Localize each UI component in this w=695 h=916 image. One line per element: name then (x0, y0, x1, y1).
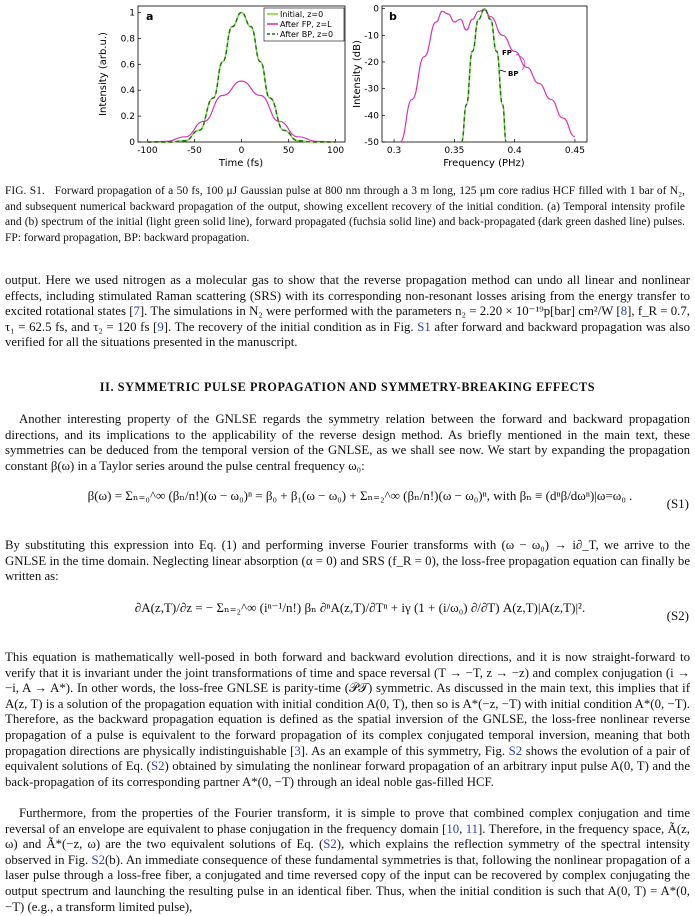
panel-b-frame (382, 6, 587, 142)
panel-b-letter: b (389, 10, 397, 23)
y-tick-label: -50 (364, 138, 379, 148)
y-tick-label: -10 (364, 31, 379, 42)
x-tick-label: 0.4 (507, 146, 522, 156)
section-heading: II. SYMMETRIC PULSE PROPAGATION AND SYMMETRY-BREAKING EFFECTS (99, 380, 596, 394)
paragraph-2 (5, 412, 690, 474)
y-tick-label: 0.2 (120, 112, 135, 123)
para1-text-4: ]. The recovery of the initial condition as in Fig. (163, 319, 418, 334)
legend-bp: After BP, z=0 (280, 30, 334, 39)
annotation-fp: FP (502, 49, 512, 57)
caption-label: FIG. S1. (5, 185, 45, 197)
paragraph-3 (5, 538, 690, 585)
para5-text-4: ), which explains the reflection symmetry of the spectral intensity observed in Fig. (5, 837, 690, 867)
ref-link[interactable]: 9 (157, 319, 164, 334)
legend-initial: Initial, z=0 (280, 10, 324, 19)
para4-text-3: shows the evolution of a pair of equivalent solutions of Eq. ( (5, 743, 690, 774)
panel-a-letter: a (146, 10, 154, 23)
para5-text-1: Furthermore, from the properties of the Fourier transform, it is simple to prove that combined complex conjugation and time reversal of an envelope are equivalent to phase conjugation in the frequency domain [ (5, 806, 690, 836)
para1-text-3: ], f_R = 0.7, τ₁ = 62.5 fs, and τ₂ = 120 fs [ (5, 304, 690, 334)
ref-link[interactable]: 3 (294, 743, 301, 758)
annotation-bp: BP (508, 70, 519, 78)
ref-link[interactable]: 8 (620, 304, 628, 319)
para4-text-2: ]. As an example of this symmetry, Fig. (300, 743, 509, 758)
fig-link[interactable]: S2 (91, 852, 106, 867)
legend-fp: After FP, z=L (280, 20, 332, 29)
panel-a (98, 6, 345, 169)
x-tick-label: 0.3 (386, 146, 402, 156)
para5-text-3: ]. Therefore, in the frequency space, Ã(z, ω) and Ã*(−z, ω) are the two equivalent solutions of Eq. ( (5, 821, 690, 852)
caption-text: Forward propagation of a 50 fs, 100 μJ Gaussian pulse at 800 nm through a 3 m long, 125 μm core radius HCF filled with 1 bar of N₂, and subsequent numerical backward propagation of the output, showing excellent recovery of the initial condition. (a) Temporal intensity profile and (b) spectrum of the initial (light green solid line), forward propagated (fuchsia solid line) and back-propagated (dark green dashed line) pulses. FP: forward propagation, BP: backward propagation. (5, 185, 685, 244)
y-tick-label: -20 (364, 58, 379, 68)
y-tick-label: 0 (373, 4, 379, 15)
y-tick-label: 0.8 (120, 34, 135, 45)
panel-a-ylabel: Intensity (arb.u.) (98, 32, 109, 116)
para4-text-4: ) obtained by simulating the nonlinear forward propagation of an arbitrary input pulse A(0, T) and the back-propagation of its corresponding partner A*(0, −T) through an ideal noble gas-filled HCF. (5, 759, 691, 789)
para5-text-2: , (459, 821, 466, 836)
para2-text: Another interesting property of the GNLSE regards the symmetry relation between the forward and backward propagation directions, and its implications to the applicability of the reverse design method. As briefly mentioned in the main text, these symmetries can be deduced from the temporal version of the GNLSE, as we shall see now. We start by expanding the propagation constant β(ω) in a Taylor series around the pulse central frequency ω₀: (5, 412, 690, 473)
para3-text: By substituting this expression into Eq. (1) and performing inverse Fourier transforms with (ω − ω₀) → i∂_T, we arrive to the GNLSE in the time domain. Neglecting linear absorption (α = 0) and SRS (f_R = 0), the loss-free propagation equation can finally be written as: (5, 538, 690, 584)
para5-text-5: (b). An immediate consequence of these fundamental symmetries is that, following the nonlinear propagation of a laser pulse through a loss-free fiber, a conjugated and time reversed copy of the input can be recovered by complex conjugating the output spectrum and launching the resulting pulse in an identical fiber. Thus, when the initial condition is such that A(0, T) = A*(0, −T) (e.g., a transform limited pulse), (5, 852, 690, 914)
panel-a-xlabel: Time (fs) (218, 158, 264, 169)
x-tick-label: 0.45 (564, 146, 585, 156)
x-tick-label: -100 (137, 146, 158, 156)
paragraph-5 (5, 806, 690, 915)
panel-b-ylabel: Intensity (dB) (352, 40, 363, 108)
fig-link[interactable]: S1 (417, 319, 431, 334)
panel-b (352, 5, 587, 169)
equation-s2 (0, 600, 695, 634)
para1-text-5: after forward and backward propagation was also verified for all the situations presented in the manuscript. (5, 319, 690, 350)
para4-text-1: This equation is mathematically well-posed in both forward and backward evolution directions, and it is now straight-forward to verify that it is invariant under the joint transformations of time and space reversal (T → −T, z → −z) and complex conjugation (i → −i, A → A*). In other words, the loss-free GNLSE is parity-time (𝒫𝒯) symmetric. As discussed in the main text, this implies that if A(z, T) is a solution of the propagation equation with initial condition A(0, T), then so is A*(−z, −T) with initial condition A*(0, −T). Therefore, as the backward propagation equation is defined as the spatial inversion of the GNLSE, the loss-free nonlinear reverse propagation of a pulse is equivalent to the forward propagation of its complex conjugated temporal inversion, meaning that both propagation directions are physically indistinguishable [ (5, 650, 690, 758)
y-tick-label: -30 (364, 84, 379, 95)
x-tick-label: 100 (326, 146, 345, 156)
fig-link[interactable]: S2 (508, 743, 523, 758)
ref-link[interactable]: 10 (446, 821, 460, 836)
y-tick-label: 1 (129, 8, 135, 19)
x-tick-label: 0 (238, 146, 245, 156)
ref-link[interactable]: 7 (133, 304, 140, 319)
paragraph-4 (5, 650, 690, 790)
equation-s2-body: ∂A(z,T)/∂z = − Σₙ₌₂^∞ (iⁿ⁻¹/n!) βₙ ∂ⁿA(z,T)/∂Tⁿ + iγ (1 + (i/ω₀) ∂/∂T) A(z,T)|A(z,T)|². (134, 600, 586, 615)
y-tick-label: 0 (129, 138, 135, 148)
equation-s1-body: β(ω) = Σₙ₌₀^∞ (βₙ/n!)(ω − ω₀)ⁿ = β₀ + β₁(ω − ω₀) + Σₙ₌₂^∞ (βₙ/n!)(ω − ω₀)ⁿ, with βₙ ≡ (dⁿβ/dωⁿ)|ω=ω₀ . (87, 488, 633, 503)
equation-s1 (0, 488, 695, 522)
figure-caption (5, 184, 685, 246)
equation-s2-number: (S2) (666, 608, 689, 623)
y-tick-label: 0.6 (120, 60, 135, 71)
eq-link[interactable]: S2 (323, 837, 337, 852)
equation-s1-number: (S1) (666, 496, 689, 511)
para1-text-2: ]. The simulations in N₂ were performed with the parameters n₂ = 2.20 × 10⁻¹⁹p[bar] cm²/W [ (139, 304, 621, 319)
y-tick-label: 0.4 (120, 86, 135, 97)
para1-text-1: output. Here we used nitrogen as a molecular gas to show that the reverse propagation method can undo all linear and nonlinear effects, including stimulated Raman scattering (SRS) with its corresponding non-resonant losses arising from the energy transfer to excited rotational states [ (5, 273, 690, 319)
x-tick-label: 0.35 (444, 146, 465, 156)
x-tick-label: 50 (282, 146, 295, 156)
eq-link[interactable]: S2 (150, 759, 165, 774)
legend (264, 8, 344, 41)
x-tick-label: -50 (187, 146, 202, 156)
paragraph-1 (5, 273, 690, 351)
y-tick-label: -40 (364, 111, 379, 122)
figure-s1 (0, 0, 695, 169)
panel-b-xlabel: Frequency (PHz) (443, 158, 525, 169)
ref-link[interactable]: 11 (465, 821, 479, 836)
